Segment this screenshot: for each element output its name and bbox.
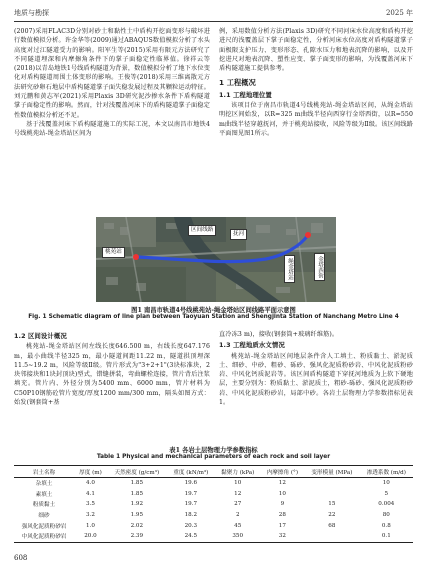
column-header: 岩土名称 <box>14 466 74 478</box>
parameters-table <box>14 465 413 543</box>
table-cell: 杂填土 <box>35 481 53 488</box>
table-cell: 24.5 <box>167 531 215 542</box>
table-cell: 12 <box>278 480 286 487</box>
header-rule <box>14 21 413 22</box>
table-cell: 10 <box>234 480 242 487</box>
table-cell <box>304 489 360 500</box>
table-cell: 2 <box>235 512 240 519</box>
table-cell: 1.92 <box>130 501 144 508</box>
table-cell: 12 <box>234 490 242 497</box>
table-cell: 80 <box>382 512 390 519</box>
body-paragraph: 桃苑站-绳金塔站区间地层条件含人工填土、粉质黏土、淤泥质土、细砂、中砂、粗砂、砾砂、强风化泥质粉砂岩、中风化泥质粉砂岩、中风化钙质泥岩等。该区间盾构隧道下穿抚河地质为上软下硬地层，主要分别为：粉质黏土、淤泥质土，粗砂-砾砂、强风化泥质粉砂岩、中风化泥质粉砂岩，局部中砂。各岩土层物理力学参数指标见表1。 <box>219 352 413 407</box>
table-cell: 19.7 <box>184 490 198 497</box>
table-cell: 22 <box>328 512 336 519</box>
table-cell: 10 <box>278 490 286 497</box>
table-cell: 68 <box>328 522 336 529</box>
table-cell: 1.0 <box>85 522 95 529</box>
river-label: 抚河 <box>230 229 247 240</box>
table-cell: 2.39 <box>107 531 167 542</box>
table-cell: 强风化泥质粉砂岩 <box>21 523 67 530</box>
table-header-row <box>14 466 413 478</box>
table-cell: 1.85 <box>130 490 144 497</box>
table-cell: 0.004 <box>378 501 395 508</box>
column-header: 变形模量 (MPa) <box>304 466 360 478</box>
table-cell: 1.95 <box>130 512 144 519</box>
table-cell: 32 <box>261 531 305 542</box>
figure-caption-en: Fig. 1 Schematic diagram of line plan between Taoyuan Station and Shengjinta Station of Nanchang Metro Line 4 <box>28 314 399 320</box>
table-cell: 素填土 <box>35 491 53 498</box>
table-cell: 0.8 <box>381 522 391 529</box>
table-cell: 20.3 <box>184 522 198 529</box>
body-paragraph: (2007)采用FLAC3D分别对砂土和黏性土中盾构开挖面变形与破坏进行数值模拟分析。许金华等(2009)通过ABAQUS数值模拟分析了水头高度对过江隧道受力的影响。阳军生等(2015)采用有限元方法研究了不同隧道埋深和内摩擦角条件下的掌子面稳定性临界值。徐祥云等(2018)以青岛地铁1号线盾构隧道为背景，数值模拟分析了地下水位变化对盾构隧道周围土体变形的影响。王俊等(2018)采用三维离散元方法研究砂卵石地层中盾构隧道掌子面失稳发展过程及其颗粒运动特征。刘元鹏和黄志军(2021)采用Plaxis 3D研究泥沙掺水条件下盾构隧道掌子面稳定性的影响。然而，针对浅覆盖河床下的盾构隧道掌子面稳定性数值模拟分析还不足。 <box>14 28 210 119</box>
column-header: 渗透系数 (m/d) <box>360 466 413 478</box>
table-row <box>14 489 413 500</box>
station-label-shengjinta: 绳金塔站 <box>284 255 295 283</box>
section-heading: 1 工程概况 <box>219 78 256 88</box>
body-paragraph: 基于浅覆盖河床下盾构隧道施工的实际工况，本文以南昌市地铁4号线桃苑站-绳金塔站区间为 <box>14 120 210 138</box>
table-cell: 4.1 <box>85 490 95 497</box>
table-caption-en: Table 1 Physical and mechanical parameters of each rock and soil layer <box>96 454 331 460</box>
journal-name: 地质与勘探 <box>14 9 49 17</box>
route-map-figure <box>96 217 336 302</box>
table-cell: 4.0 <box>85 480 95 487</box>
right-column-bottom <box>219 330 413 407</box>
table-cell: 19.7 <box>184 501 198 508</box>
body-paragraph: 桃苑站-绳金塔站区间左线长度646.500 m，右线长度647.176 m，最小曲线半径325 m，最小隧道间距11.22 m，隧道拱顶埋深11.5~19.2 m，风险等级Ⅱ级。管片形式为"3+2+1"(3块标准块，2块邻接块和1块封顶块)型式，错缝拼装，弯曲螺栓连接，管片背后注浆填充。管片内、外径分别为5400 mm、6000 mm，管片材料为C50P10钢筋砼管片宽度/厚度1200 mm/300 mm，隔头如图方式：始发(钢套筒+基 <box>14 343 210 407</box>
column-header: 天然密度 (g/cm³) <box>107 466 167 478</box>
header-year: 2025 年 <box>385 9 413 17</box>
table-cell: 2.02 <box>130 522 144 529</box>
column-header: 厚度 (m) <box>74 466 107 478</box>
table-cell: 15 <box>328 501 336 508</box>
subsection-heading: 1.2 区间设计概况 <box>14 332 67 340</box>
right-column-top <box>219 27 413 138</box>
table-cell: 17 <box>278 522 286 529</box>
column-header: 内摩擦角 (°) <box>261 466 305 478</box>
table-cell: 10 <box>382 480 390 487</box>
table-cell: 1.85 <box>130 480 144 487</box>
route-label: 区间线路 <box>188 225 216 236</box>
table-caption-cn: 表1 各岩土层物理力学参数指标 <box>169 447 258 454</box>
table-row <box>14 520 413 531</box>
body-paragraph: 例，采用数值分析方法(Plaxis 3D)研究不同河床水位高度和盾构开挖进尺的浅覆盖层下掌子面稳定性，分析河床水位高度对盾构隧道掌子面极限支护压力、变形形态、孔隙水压力和地表沉降的影响，以及开挖进尺对地表沉降、塑性应变、掌子面变形的影响，为浅覆盖河床下盾构隧道施工提供参考。 <box>219 28 413 73</box>
running-header <box>14 8 413 20</box>
table-cell <box>304 478 360 489</box>
page-number: 608 <box>14 554 28 562</box>
table-row <box>14 531 413 542</box>
body-paragraph: 该项目位于南昌市轨道4号线桃苑站-绳金塔站区间，从绳金塔站明挖区间始发，以R=325 m曲线半径向西穿行金塔西街，以R=550 m曲线半径穿越抚河，并于桃苑站接收，风险等级为Ⅱ级。该区间线路平面图见图1所示。 <box>219 102 413 137</box>
table-cell: 9 <box>280 501 285 508</box>
table-cell: 45 <box>234 522 242 529</box>
table-cell: 中风化泥质粉砂岩 <box>14 531 74 542</box>
table-row <box>14 478 413 489</box>
station-label-taoyuan: 桃苑站 <box>102 247 125 258</box>
body-paragraph: 直冷冻3 m)，接收(钢套筒+玻璃纤维筋)。 <box>219 331 339 338</box>
table-cell: 19.6 <box>184 480 198 487</box>
column-header: 黏聚力 (kPa) <box>215 466 261 478</box>
table-cell <box>304 531 360 542</box>
table-cell: 28 <box>278 512 286 519</box>
left-column-top <box>14 27 210 139</box>
table-row <box>14 510 413 521</box>
figure-caption-cn: 图1 南昌市轨道4号线桃苑站-绳金塔站区间线路平面示意图 <box>131 307 296 314</box>
table-cell: 0.1 <box>360 531 413 542</box>
table-cell: 18.2 <box>184 512 198 519</box>
subsection-heading: 1.3 工程地质水文情况 <box>219 341 285 350</box>
table-cell: 3.5 <box>85 501 95 508</box>
left-column-bottom <box>14 330 210 407</box>
street-label: 金塔西街 <box>314 253 325 281</box>
table-cell: 3.2 <box>85 512 95 519</box>
table-cell: 27 <box>234 501 242 508</box>
table-cell: 粉质黏土 <box>32 502 56 509</box>
table-cell: 350 <box>215 531 261 542</box>
table-cell: 5 <box>384 490 389 497</box>
column-header: 重度 (kN/m³) <box>167 466 215 478</box>
table-cell: 细砂 <box>38 513 50 520</box>
subsection-heading: 1.1 工程地理位置 <box>219 90 272 99</box>
table-cell: 20.0 <box>74 531 107 542</box>
table-row <box>14 499 413 510</box>
